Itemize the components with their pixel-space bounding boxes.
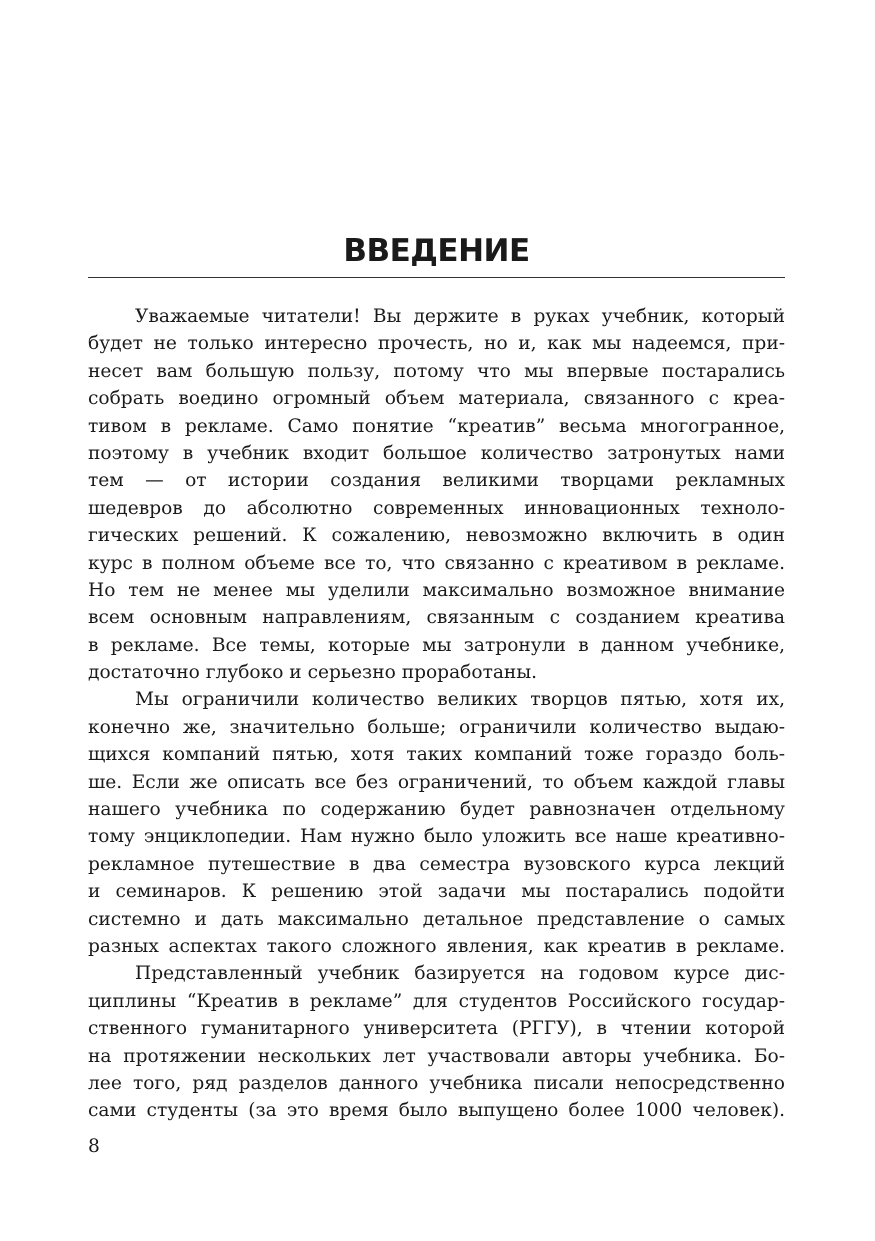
- text-line: ше. Если же описать все без ограничений, то объем каждой главы: [88, 771, 785, 793]
- paragraph: [88, 303, 785, 686]
- text-line: всем основным направлениям, связанным с созданием креатива: [88, 607, 785, 629]
- text-line: в рекламе. Все темы, которые мы затронули в данном учебнике,: [88, 634, 785, 656]
- paragraph: [88, 960, 785, 1124]
- text-line: конечно же, значительно больше; ограничили количество выдаю-: [88, 716, 785, 738]
- text-line: щихся компаний пятью, хотя таких компаний тоже гораздо боль-: [88, 744, 785, 766]
- text-line: шедевров до абсолютно современных инновационных техноло-: [88, 497, 785, 519]
- paragraph: [88, 686, 785, 960]
- text-line: циплины “Креатив в рекламе” для студентов Российского государ-: [88, 990, 785, 1012]
- text-line: на протяжении нескольких лет участвовали авторы учебника. Бо-: [88, 1045, 785, 1067]
- text-line: поэтому в учебник входит большое количество затронутых нами: [88, 442, 785, 464]
- text-line: тивом в рекламе. Само понятие “креатив” весьма многогранное,: [88, 415, 785, 437]
- text-line: Мы ограничили количество великих творцов пятью, хотя их,: [135, 689, 785, 711]
- page-number: 8: [88, 1136, 100, 1157]
- chapter-heading: ВВЕДЕНИЕ: [343, 233, 530, 269]
- text-line: собрать воедино огромный объем материала, связанного с креа-: [88, 388, 785, 410]
- text-line: и семинаров. К решению этой задачи мы постарались подойти: [88, 881, 785, 903]
- text-line: системно и дать максимально детальное представление о самых: [88, 908, 785, 930]
- text-line: ственного гуманитарного университета (РГГУ), в чтении которой: [88, 1018, 785, 1040]
- body-text: [88, 303, 785, 1125]
- text-line: тем — от истории создания великими творцами рекламных: [88, 470, 785, 492]
- text-line: гических решений. К сожалению, невозможно включить в один: [88, 525, 785, 547]
- text-line: разных аспектах такого сложного явления, как креатив в рекламе.: [88, 935, 785, 957]
- text-line: будет не только интересно прочесть, но и, как мы надеемся, при-: [88, 333, 785, 355]
- text-line: лее того, ряд разделов данного учебника писали непосредственно: [88, 1072, 785, 1094]
- text-line: несет вам большую пользу, потому что мы впервые постарались: [88, 360, 785, 382]
- text-line: Представленный учебник базируется на годовом курсе дис-: [135, 963, 785, 985]
- text-line: рекламное путешествие в два семестра вузовского курса лекций: [88, 853, 785, 875]
- heading-rule: [88, 277, 785, 278]
- text-line: курс в полном объеме все то, что связанно с креативом в рекламе.: [88, 552, 785, 574]
- text-line: сами студенты (за это время было выпущено более 1000 человек).: [88, 1100, 785, 1122]
- text-line: тому энциклопедии. Нам нужно было уложить все наше креативно-: [88, 826, 785, 848]
- text-line: Но тем не менее мы уделили максимально возможное внимание: [88, 579, 785, 601]
- text-line: Уважаемые читатели! Вы держите в руках учебник, который: [135, 306, 785, 327]
- text-line: нашего учебника по содержанию будет равнозначен отдельному: [88, 799, 785, 821]
- text-line: достаточно глубоко и серьезно проработаны.: [88, 662, 538, 684]
